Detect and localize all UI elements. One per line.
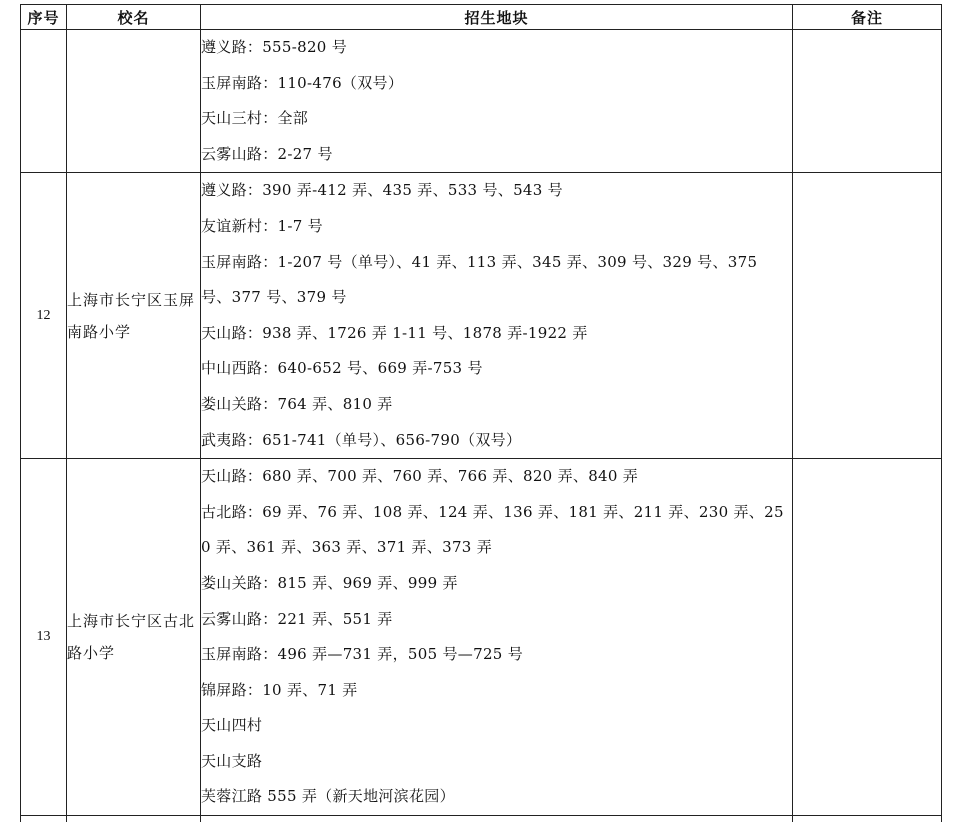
area-line: 玉屏南路：110-476（双号） <box>201 73 404 92</box>
area-line: 玉屏南路：496 弄—731 弄，505 号—725 号 <box>201 645 523 664</box>
enrollment-zone-table <box>20 4 942 822</box>
row-note <box>793 459 942 816</box>
row-no: 13 <box>21 459 67 816</box>
area-line: 娄山关路：764 弄、810 弄 <box>201 394 393 413</box>
area-line: 芙蓉江路 555 弄（新天地河滨花园） <box>201 787 455 806</box>
stub-cell <box>21 816 67 823</box>
row-note <box>793 173 942 459</box>
stub-cell <box>201 816 793 823</box>
row-school-name <box>67 30 201 173</box>
row-enrollment-area <box>201 173 793 459</box>
area-line: 天山支路 <box>201 751 263 770</box>
stub-cell <box>793 816 942 823</box>
area-line: 遵义路：390 弄-412 弄、435 弄、533 号、543 号 <box>201 181 563 200</box>
row-school-name: 上海市长宁区古北路小学 <box>67 459 201 816</box>
area-line: 锦屏路：10 弄、71 弄 <box>201 680 358 699</box>
area-line: 武夷路：651-741（单号）、656-790（双号） <box>201 430 522 449</box>
header-note: 备注 <box>793 5 942 30</box>
area-line: 云雾山路：221 弄、551 弄 <box>201 609 393 628</box>
row-enrollment-area <box>201 30 793 173</box>
area-line: 天山路：680 弄、700 弄、760 弄、766 弄、820 弄、840 弄 <box>201 467 639 486</box>
table-continuation-row <box>21 816 942 823</box>
area-line: 古北路：69 弄、76 弄、108 弄、124 弄、136 弄、181 弄、211 弄、230 弄、250 弄、361 弄、363 弄、371 弄、373 弄 <box>201 502 784 557</box>
row-no: 12 <box>21 173 67 459</box>
table-row <box>21 459 942 816</box>
table-row <box>21 30 942 173</box>
area-line: 娄山关路：815 弄、969 弄、999 弄 <box>201 573 458 592</box>
area-line: 遵义路：555-820 号 <box>201 38 347 56</box>
stub-cell <box>67 816 201 823</box>
row-school-name: 上海市长宁区玉屏南路小学 <box>67 173 201 459</box>
area-line: 天山四村 <box>201 716 263 735</box>
row-enrollment-area <box>201 459 793 816</box>
table-row <box>21 173 942 459</box>
area-line: 玉屏南路：1-207 号（单号）、41 弄、113 弄、345 弄、309 号、329 号、375 号、377 号、379 号 <box>201 252 758 307</box>
area-line: 云雾山路：2-27 号 <box>201 144 333 163</box>
header-school-name: 校名 <box>67 5 201 30</box>
row-no <box>21 30 67 173</box>
header-enrollment-area: 招生地块 <box>201 5 793 30</box>
area-line: 友谊新村：1-7 号 <box>201 216 323 235</box>
table-header-row <box>21 5 942 30</box>
area-line: 中山西路：640-652 号、669 弄-753 号 <box>201 359 483 378</box>
area-line: 天山三村：全部 <box>201 109 309 128</box>
area-line: 天山路：938 弄、1726 弄 1-11 号、1878 弄-1922 弄 <box>201 323 588 342</box>
header-no: 序号 <box>21 5 67 30</box>
row-note <box>793 30 942 173</box>
